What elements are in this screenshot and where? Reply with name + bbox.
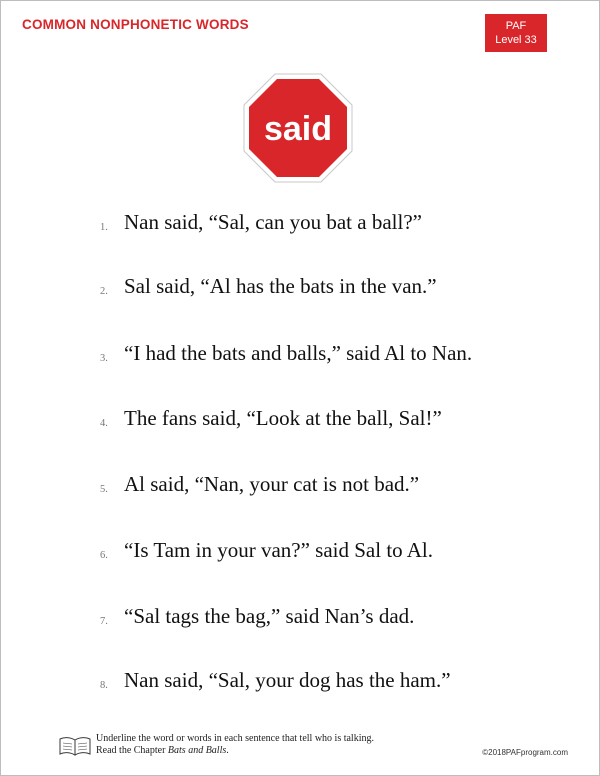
sentence-number: 5. xyxy=(100,484,108,495)
sentence-text: Al said, “Nan, your cat is not bad.” xyxy=(124,472,420,496)
badge-level: Level 33 xyxy=(495,34,537,46)
open-book-icon xyxy=(58,735,92,757)
sentence-number: 6. xyxy=(100,550,108,561)
sentence-item xyxy=(0,604,600,636)
sentence-item xyxy=(0,668,600,700)
reading-assignment xyxy=(96,745,374,757)
sentence-number: 1. xyxy=(100,222,108,233)
sentence-number: 2. xyxy=(100,286,108,297)
sentence-text: “Sal tags the bag,” said Nan’s dad. xyxy=(124,604,415,628)
sentence-text: Sal said, “Al has the bats in the van.” xyxy=(124,274,437,298)
sentence-number: 7. xyxy=(100,616,108,627)
sentence-item xyxy=(0,538,600,570)
sentence-item xyxy=(0,274,600,306)
chapter-title: Bats and Balls xyxy=(167,745,227,756)
badge-program: PAF xyxy=(505,20,527,32)
sentence-number: 3. xyxy=(100,353,108,364)
sign-word: said xyxy=(263,110,333,148)
sentence-item xyxy=(0,210,600,242)
sentence-text: “Is Tam in your van?” said Sal to Al. xyxy=(124,538,434,562)
read-suffix: . xyxy=(226,745,229,756)
sentence-text: Nan said, “Sal, your dog has the ham.” xyxy=(124,668,451,692)
sentence-text: The fans said, “Look at the ball, Sal!” xyxy=(124,406,442,430)
instruction-text: Underline the word or words in each sentence that tell who is talking. xyxy=(96,733,374,744)
sentence-number: 8. xyxy=(100,680,108,691)
sentence-text: Nan said, “Sal, can you bat a ball?” xyxy=(124,210,422,234)
page-title: COMMON NONPHONETIC WORDS xyxy=(22,17,249,32)
sentence-item xyxy=(0,472,600,504)
sentence-text: “I had the bats and balls,” said Al to Nan. xyxy=(124,341,473,365)
sentence-item xyxy=(0,406,600,438)
footer-instructions xyxy=(96,733,374,757)
copyright: ©2018PAFprogram.com xyxy=(482,748,568,757)
sentence-item xyxy=(0,341,600,373)
read-prefix: Read the Chapter xyxy=(96,745,168,756)
sentence-number: 4. xyxy=(100,418,108,429)
